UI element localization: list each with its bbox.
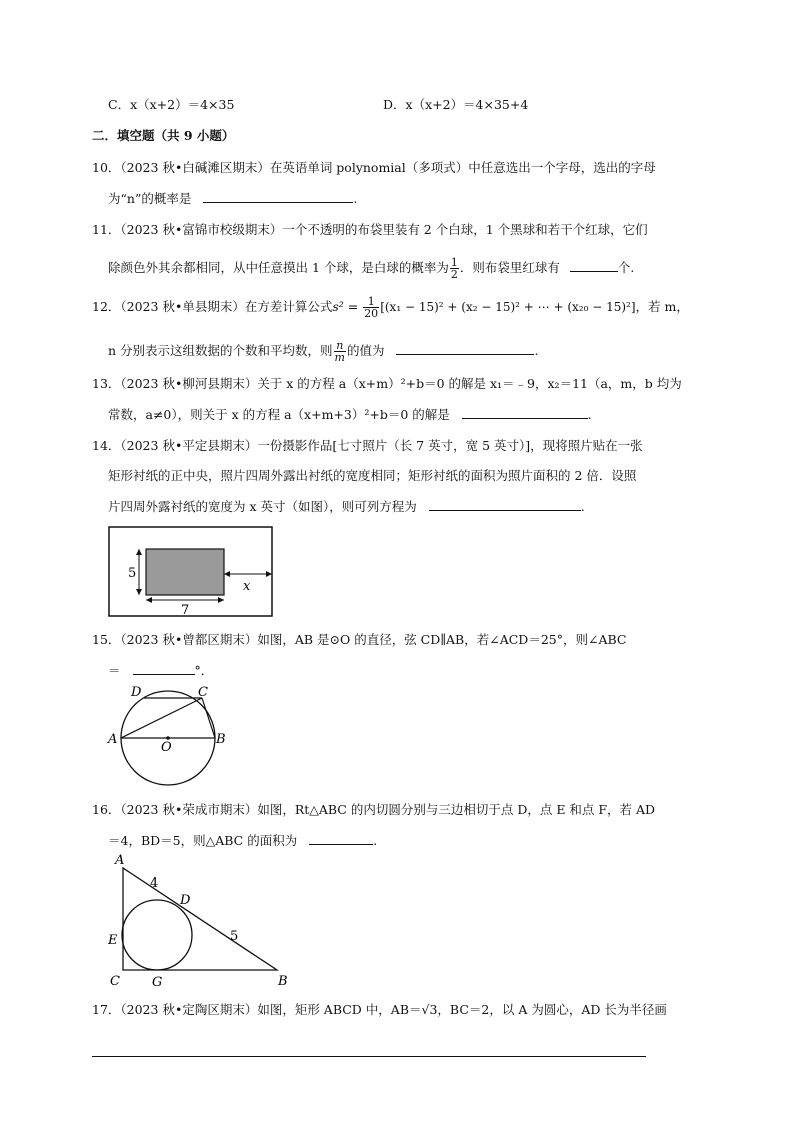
q14-line1: 14．（2023 秋•平定县期末）一份摄影作品[七寸照片（长 7 英寸，宽 5 英寸）]，现将照片贴在一张: [92, 438, 643, 453]
label-o: O: [161, 740, 172, 755]
q10-text: 为“n”的概率是: [108, 191, 192, 206]
label-height: 5: [128, 566, 137, 581]
q12-fraction: $\frac{1}{20}$: [364, 295, 379, 320]
q12-answer-blank[interactable]: [396, 342, 534, 355]
q12-formula-s: s² =: [332, 299, 363, 314]
q11-end: 个.: [617, 260, 635, 275]
label-e: E: [108, 933, 118, 948]
footer-rule: [92, 1056, 646, 1057]
label-b: B: [278, 974, 288, 989]
label-width: 7: [181, 603, 190, 618]
q11-answer-blank[interactable]: [570, 259, 618, 272]
q12-line2: [108, 340, 538, 363]
q10-line2: [108, 190, 357, 207]
section-title: 二．填空题（共 9 小题）: [92, 128, 235, 143]
q16-line1: 16．（2023 秋•荣成市期末）如图，Rt△ABC 的内切圆分别与三边相切于点 D，点 E 和点 F，若 AD: [92, 802, 656, 817]
label-d: D: [180, 893, 191, 908]
label-bd-5: 5: [230, 929, 239, 944]
q16-text: ＝4，BD＝5，则△ABC 的面积为: [108, 833, 298, 848]
q11-text-a: 除颜色外其余都相同，从中任意摸出 1 个球，是白球的概率为: [108, 260, 449, 275]
label-b: B: [216, 732, 226, 747]
q16-answer-blank[interactable]: [309, 832, 373, 845]
q14-end: .: [580, 499, 585, 514]
label-c: C: [110, 974, 120, 989]
q11-fraction: $\frac{1}{2}$: [450, 256, 458, 281]
q13-line1: 13．（2023 秋•柳河县期末）关于 x 的方程 a（x+m）²+b＝0 的解是 x₁＝﹣9，x₂＝11（a，m，b 均为: [92, 376, 682, 391]
q14-answer-blank[interactable]: [429, 498, 581, 511]
label-ad-4: 4: [150, 876, 159, 891]
q13-end: .: [587, 407, 592, 422]
q11-line2: [108, 257, 634, 280]
q12-formula-body: [(x₁ − 15)² + (x₂ − 15)² + ⋯ + (x₂₀ − 15)²]: [380, 300, 636, 314]
q10-answer-blank[interactable]: [203, 190, 353, 203]
label-g: G: [152, 975, 163, 990]
q12-fraction-nm: $\frac{n}{m}$: [334, 339, 345, 364]
q14-line3: [108, 498, 585, 515]
q17-line1: 17．（2023 秋•定陶区期末）如图，矩形 ABCD 中，AB＝√3，BC＝2，以 A 为圆心，AD 长为半径画: [92, 1002, 667, 1017]
q15-answer-blank[interactable]: [133, 662, 195, 675]
incircle: [122, 900, 192, 970]
q13-text: 常数，a≠0），则关于 x 的方程 a（x+m+3）²+b＝0 的解是: [108, 407, 450, 422]
q13-line2: [108, 406, 592, 423]
q12-text-c: n 分别表示这组数据的个数和平均数，则: [108, 343, 333, 358]
q16-end: .: [373, 833, 378, 848]
photo-rect: [146, 549, 224, 595]
q15-end: °．: [194, 663, 214, 678]
q12-text-b: ，若 m，: [635, 299, 689, 314]
q10-end: .: [353, 191, 358, 206]
q9-option-d: D．x（x+2）＝4×35+4: [383, 97, 529, 112]
q12-line1: [92, 296, 689, 319]
q14-photo-figure: [108, 526, 274, 618]
segment-ac: [121, 698, 202, 738]
label-x: x: [243, 579, 251, 594]
q11-line1: 11．（2023 秋•富锦市校级期末）一个不透明的布袋里装有 2 个白球，1 个黑球和若干个红球，它们: [92, 222, 648, 237]
label-c: C: [198, 685, 208, 700]
q11-text-b: ．则布袋里红球有: [459, 260, 560, 275]
q14-text: 片四周外露衬纸的宽度为 x 英寸（如图），则可列方程为: [108, 499, 417, 514]
q16-line2: [108, 832, 377, 849]
q12-end: .: [534, 343, 539, 358]
label-a: A: [115, 853, 125, 868]
q16-triangle-figure: [106, 850, 296, 990]
q15-circle-figure: [106, 684, 236, 788]
q12-text-d: 的值为: [346, 343, 385, 358]
label-d: D: [131, 685, 142, 700]
q15-line2: [108, 662, 213, 679]
q9-option-c: C．x（x+2）＝4×35: [108, 97, 235, 112]
label-a: A: [108, 732, 118, 747]
triangle-abc: [123, 868, 277, 970]
q13-answer-blank[interactable]: [462, 406, 588, 419]
q10-line1: 10．（2023 秋•白碱滩区期末）在英语单词 polynomial（多项式）中任意选出一个字母，选出的字母: [92, 160, 656, 175]
q12-text-a: 12．（2023 秋•单县期末）在方差计算公式: [92, 299, 333, 314]
q15-line1: 15．（2023 秋•曾都区期末）如图，AB 是⊙O 的直径，弦 CD∥AB，若∠ACD＝25°，则∠ABC: [92, 632, 627, 647]
q15-text: ＝: [108, 663, 121, 678]
segment-bc: [202, 698, 215, 738]
q14-line2: 矩形衬纸的正中央，照片四周外露出衬纸的宽度相同；矩形衬纸的面积为照片面积的 2 倍．设照: [108, 468, 637, 483]
